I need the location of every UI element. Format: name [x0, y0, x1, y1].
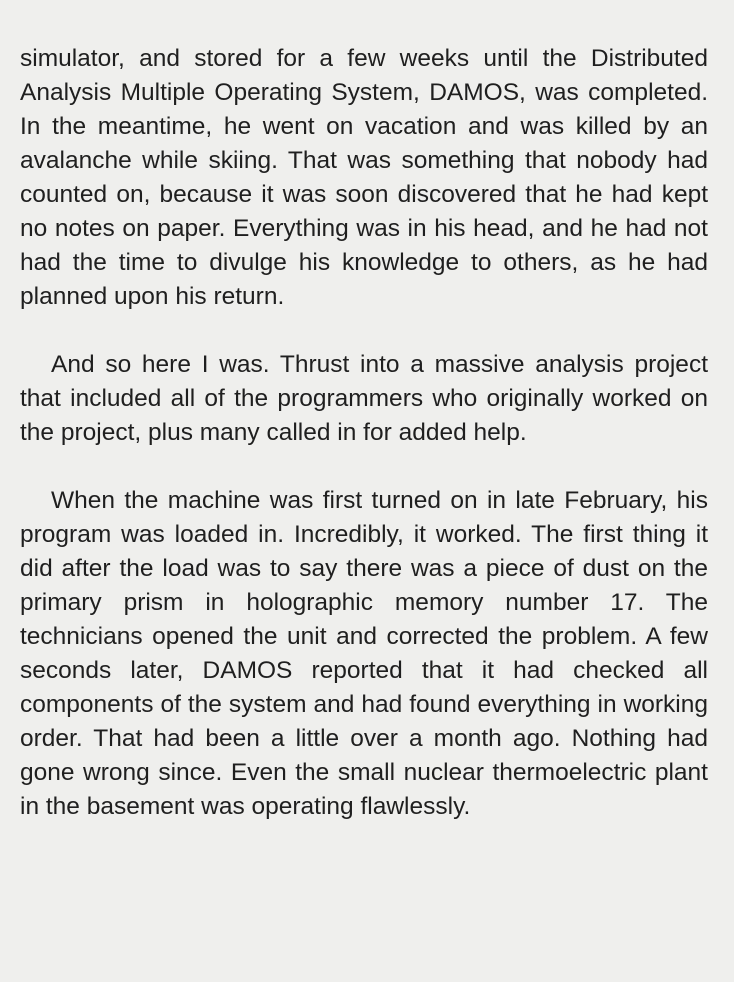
paragraph-2: And so here I was. Thrust into a massive analysis project that included all of the programmers who originally worked on the project, plus many called in for added help. [20, 351, 708, 446]
document-page [20, 42, 708, 824]
paragraph-1: simulator, and stored for a few weeks until the Distributed Analysis Multiple Operating System, DAMOS, was completed. In the meantime, he went on vacation and was killed by an avalanche while skiing. That was something that nobody had counted on, because it was soon discovered that he had kept no notes on paper. Everything was in his head, and he had not had the time to divulge his knowledge to others, as he had planned upon his return. [20, 45, 708, 310]
paragraph-3: When the machine was first turned on in late February, his program was loaded in. Incredibly, it worked. The first thing it did after the load was to say there was a piece of dust on the primary prism in holographic memory number 17. The technicians opened the unit and corrected the problem. A few seconds later, DAMOS reported that it had checked all components of the system and had found everything in working order. That had been a little over a month ago. Nothing had gone wrong since. Even the small nuclear thermoelectric plant in the basement was operating flawlessly. [20, 487, 708, 820]
